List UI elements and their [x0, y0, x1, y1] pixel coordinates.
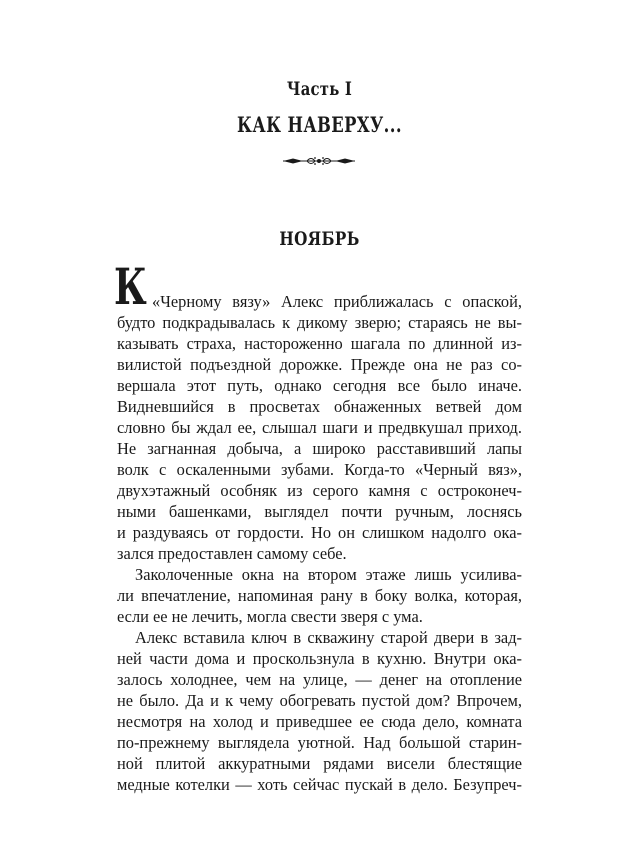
fleuron-ornament-icon	[281, 154, 357, 168]
text-line: ной плитой аккуратными рядами висели блестящие	[117, 754, 522, 773]
text-line: и раздуваясь от гордости. Но он слишком надолго ока-	[117, 523, 522, 542]
text-line: несмотря на холод и приведшее ее сюда дело, комната	[117, 712, 522, 731]
text-line: будто подкрадывалась к дикому зверю; стараясь не вы-	[117, 313, 522, 332]
text-line: ней части дома и проскользнула в кухню. Внутри ока-	[117, 649, 522, 668]
text-line: ными башенками, выглядел почти ручным, лоснясь	[117, 502, 522, 521]
drop-cap: К	[114, 257, 147, 316]
text-line: вершала этот путь, однако сегодня все было иначе.	[117, 376, 522, 395]
text-line: казывать страха, настороженно шагала по длинной из-	[117, 334, 522, 353]
text-line: двухэтажный особняк из серого камня с остроконеч-	[117, 481, 522, 500]
text-line: Заколоченные окна на втором этаже лишь усилива-	[135, 565, 522, 584]
text-line: вилистой подъездной дорожке. Прежде она не раз со-	[117, 355, 522, 374]
part-title: КАК НАВЕРХУ...	[237, 112, 402, 137]
text-line: Видневшийся в просветах обнаженных ветвей дом	[117, 397, 522, 416]
text-line: не было. Да и к чему обогревать пустой дом? Впрочем,	[117, 691, 522, 710]
text-line: зался предоставлен самому себе.	[117, 544, 347, 563]
text-line: Алекс вставила ключ в скважину старой двери в зад-	[135, 628, 522, 647]
text-line: медные котелки — хоть сейчас пускай в дело. Безупреч-	[117, 775, 522, 794]
text-line: по-прежнему выглядела уютной. Над большой старин-	[117, 733, 522, 752]
text-line: Не загнанная добыча, а широко расставивший лапы	[117, 439, 522, 458]
text-line: залось холоднее, чем на улице, — денег на отопление	[117, 670, 522, 689]
text-line: «Черному вязу» Алекс приближалась с опаской,	[152, 292, 522, 311]
text-line: если ее не лечить, могла свести зверя с ума.	[117, 607, 423, 626]
text-line: ли впечатление, напоминая рану в боку волка, которая,	[117, 586, 522, 605]
chapter-title: НОЯБРЬ	[279, 228, 360, 250]
part-label: Часть I	[286, 78, 353, 100]
text-line: словно бы ждал ее, слышал шаги и предвкушал приход.	[117, 418, 522, 437]
text-line: волк с оскаленными зубами. Когда-то «Черный вяз»,	[117, 460, 522, 479]
